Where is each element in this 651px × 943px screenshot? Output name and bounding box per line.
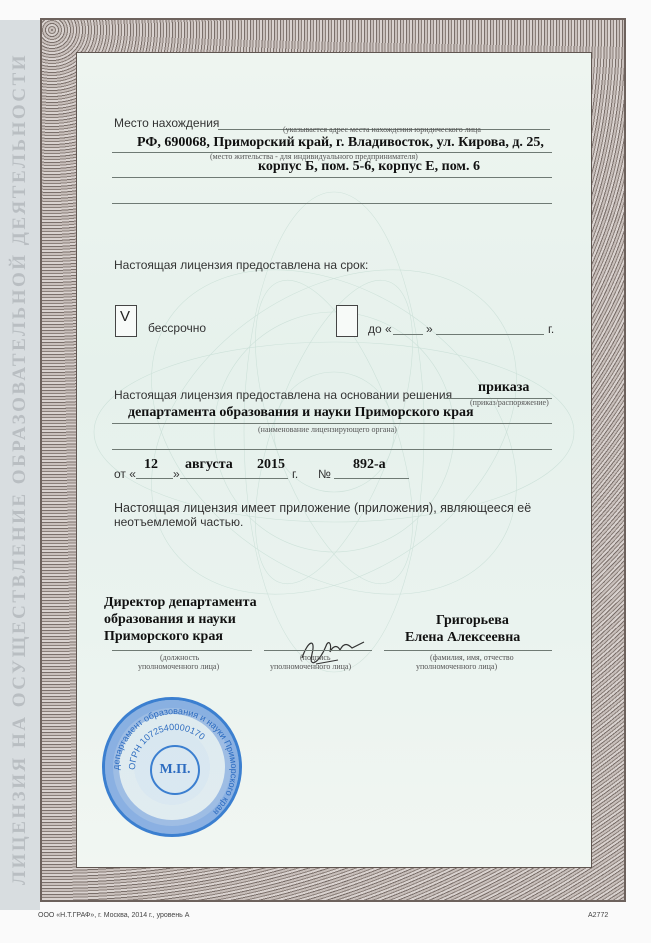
signature-hint-1: (подпись: [300, 653, 331, 662]
footer-right: А2772: [588, 912, 609, 919]
stamp-center: М.П.: [150, 745, 200, 795]
appendix-text-line-2: неотъемлемой частью.: [114, 515, 244, 529]
signatory-position-line-3: Приморского края: [104, 629, 223, 644]
location-line-3-underline: [112, 177, 552, 178]
appendix-text-line-1: Настоящая лицензия имеет приложение (приложения), являющееся её: [114, 501, 532, 515]
indefinite-checkbox: [115, 305, 137, 337]
location-hint-bottom: (место жительства - для индивидуального предпринимателя): [210, 152, 418, 161]
decision-type: приказа: [478, 380, 530, 395]
official-stamp: [102, 697, 242, 837]
name-underline: [384, 650, 552, 651]
date-day: 12: [144, 457, 158, 472]
indefinite-checkmark: V: [120, 308, 131, 325]
location-label: Место нахождения: [114, 116, 220, 130]
signature-hint-2: уполномоченного лица): [270, 662, 352, 671]
date-year-suffix: г.: [292, 467, 299, 481]
name-hint-2: уполномоченного лица): [416, 662, 498, 671]
side-title: ЛИЦЕНЗИЯ НА ОСУЩЕСТВЛЕНИЕ ОБРАЗОВАТЕЛЬНОЙ ДЕЯТЕЛЬНОСТИ: [9, 52, 30, 885]
location-hint-top: (указывается адрес места нахождения юридического лица: [283, 125, 481, 134]
until-month-underline: [436, 334, 544, 335]
until-checkbox: [336, 305, 358, 337]
authority-name: департамента образования и науки Приморского края: [128, 405, 474, 420]
date-close-quote: »: [173, 467, 180, 481]
decision-number-underline: [334, 478, 409, 479]
position-underline: [112, 650, 252, 651]
date-year: 2015: [257, 457, 285, 472]
date-from-label: от «: [114, 467, 136, 481]
name-hint-1: (фамилия, имя, отчество: [430, 653, 514, 662]
until-year-suffix: г.: [548, 322, 555, 336]
term-label: Настоящая лицензия предоставлена на срок:: [114, 258, 369, 272]
authority-underline: [112, 423, 552, 424]
signatory-name-line-2: Елена Алексеевна: [405, 630, 521, 645]
decision-number: 892-а: [353, 457, 386, 472]
location-value-line-1: РФ, 690068, Приморский край, г. Владивосток, ул. Кирова, д. 25,: [137, 135, 544, 150]
date-month: августа: [185, 457, 233, 472]
date-month-year-underline: [180, 478, 288, 479]
authority-hint: (наименование лицензирующего органа): [258, 425, 397, 434]
basis-extra-underline: [112, 449, 552, 450]
footer-left: ООО «Н.Т.ГРАФ», г. Москва, 2014 г., уровень А: [38, 912, 190, 919]
indefinite-label: бессрочно: [148, 321, 207, 335]
location-value-line-2: корпус Б, пом. 5-6, корпус Е, пом. 6: [258, 159, 480, 174]
signatory-position-line-1: Директор департамента: [104, 595, 257, 610]
signature-underline: [264, 650, 372, 651]
number-label: №: [318, 467, 331, 481]
stamp-ogrn: ОГРН 1072540000170: [126, 721, 207, 771]
position-hint-2: уполномоченного лица): [138, 662, 220, 671]
stamp-ring-text: департамент образования и науки Приморского края: [110, 705, 240, 818]
basis-label: Настоящая лицензия предоставлена на основании решения: [114, 388, 453, 402]
position-hint-1: (должность: [160, 653, 200, 662]
decision-type-hint: (приказ/распоряжение): [470, 398, 549, 407]
until-label: до «: [368, 322, 392, 336]
signatory-name-line-1: Григорьева: [436, 613, 509, 628]
until-day-underline: [393, 334, 423, 335]
location-line-4-underline: [112, 203, 552, 204]
until-close-quote: »: [426, 322, 433, 336]
date-day-underline: [136, 478, 173, 479]
signatory-position-line-2: образования и науки: [104, 612, 236, 627]
